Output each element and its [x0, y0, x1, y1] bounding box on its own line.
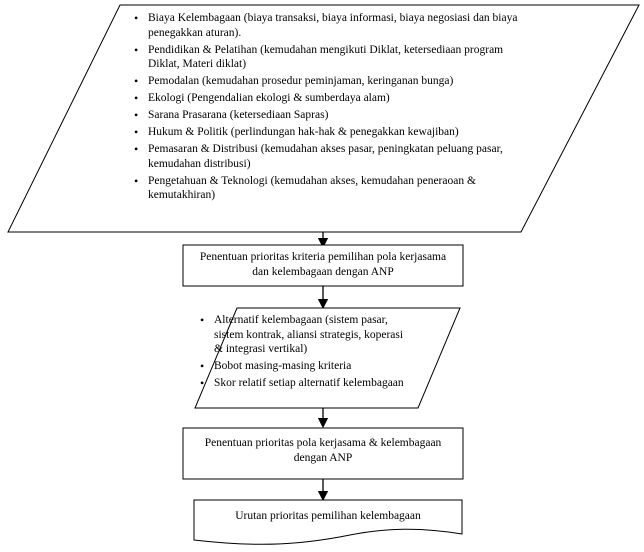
criteria-item-pemasaran-distribusi: • Pemasaran & Distribusi (kemudahan akses pasar, peningkatan peluang pasar, kemudahan distribusi)	[132, 142, 532, 171]
criteria-item-biaya-kelembagaan: • Biaya Kelembagaan (biaya transaksi, biaya informasi, biaya negosiasi dan biaya penegakkan aturan).	[132, 11, 532, 40]
criteria-item-hukum-politik: • Hukum & Politik (perlindungan hak-hak & penegakkan kewajiban)	[132, 125, 532, 140]
criteria-list-container	[132, 11, 532, 205]
criteria-item-pengetahuan-teknologi: • Pengetahuan & Teknologi (kemudahan akses, kemudahan peneraoan & kemutakhiran)	[132, 174, 532, 203]
criteria-item-pemodalan: • Pemodalan (kemudahan prosedur peminjaman, keringanan bunga)	[132, 74, 532, 89]
alternatives-list	[198, 313, 413, 391]
criteria-item-sarana-prasarana: • Sarana Prasarana (ketersediaan Sapras)	[132, 108, 532, 123]
process-label-anp-priority: Penentuan prioritas pola kerjasama & kelembagaan dengan ANP	[204, 437, 442, 464]
criteria-item-ekologi: • Ekologi (Pengendalian ekologi & sumberdaya alam)	[132, 91, 532, 106]
criteria-list	[132, 11, 532, 203]
alternatives-item-bobot: • Bobot masing-masing kriteria	[198, 359, 413, 374]
output-label-priority-order: Urutan prioritas pemilihan kelembagaan	[235, 510, 421, 522]
process-label-criteria-priority: Penentuan prioritas kriteria pemilihan pola kerjasama dan kelembagaan dengan ANP	[199, 251, 447, 278]
alternatives-item-kelembagaan: • Alternatif kelembagaan (sistem pasar, sistem kontrak, aliansi strategis, koperasi & integrasi vertikal)	[198, 313, 413, 357]
alternatives-list-container	[198, 313, 413, 393]
alternatives-item-skor: • Skor relatif setiap alternatif kelembagaan	[198, 376, 413, 391]
criteria-item-pendidikan-pelatihan: • Pendidikan & Pelatihan (kemudahan mengikuti Diklat, ketersediaan program Diklat, Materi diklat)	[132, 43, 532, 72]
